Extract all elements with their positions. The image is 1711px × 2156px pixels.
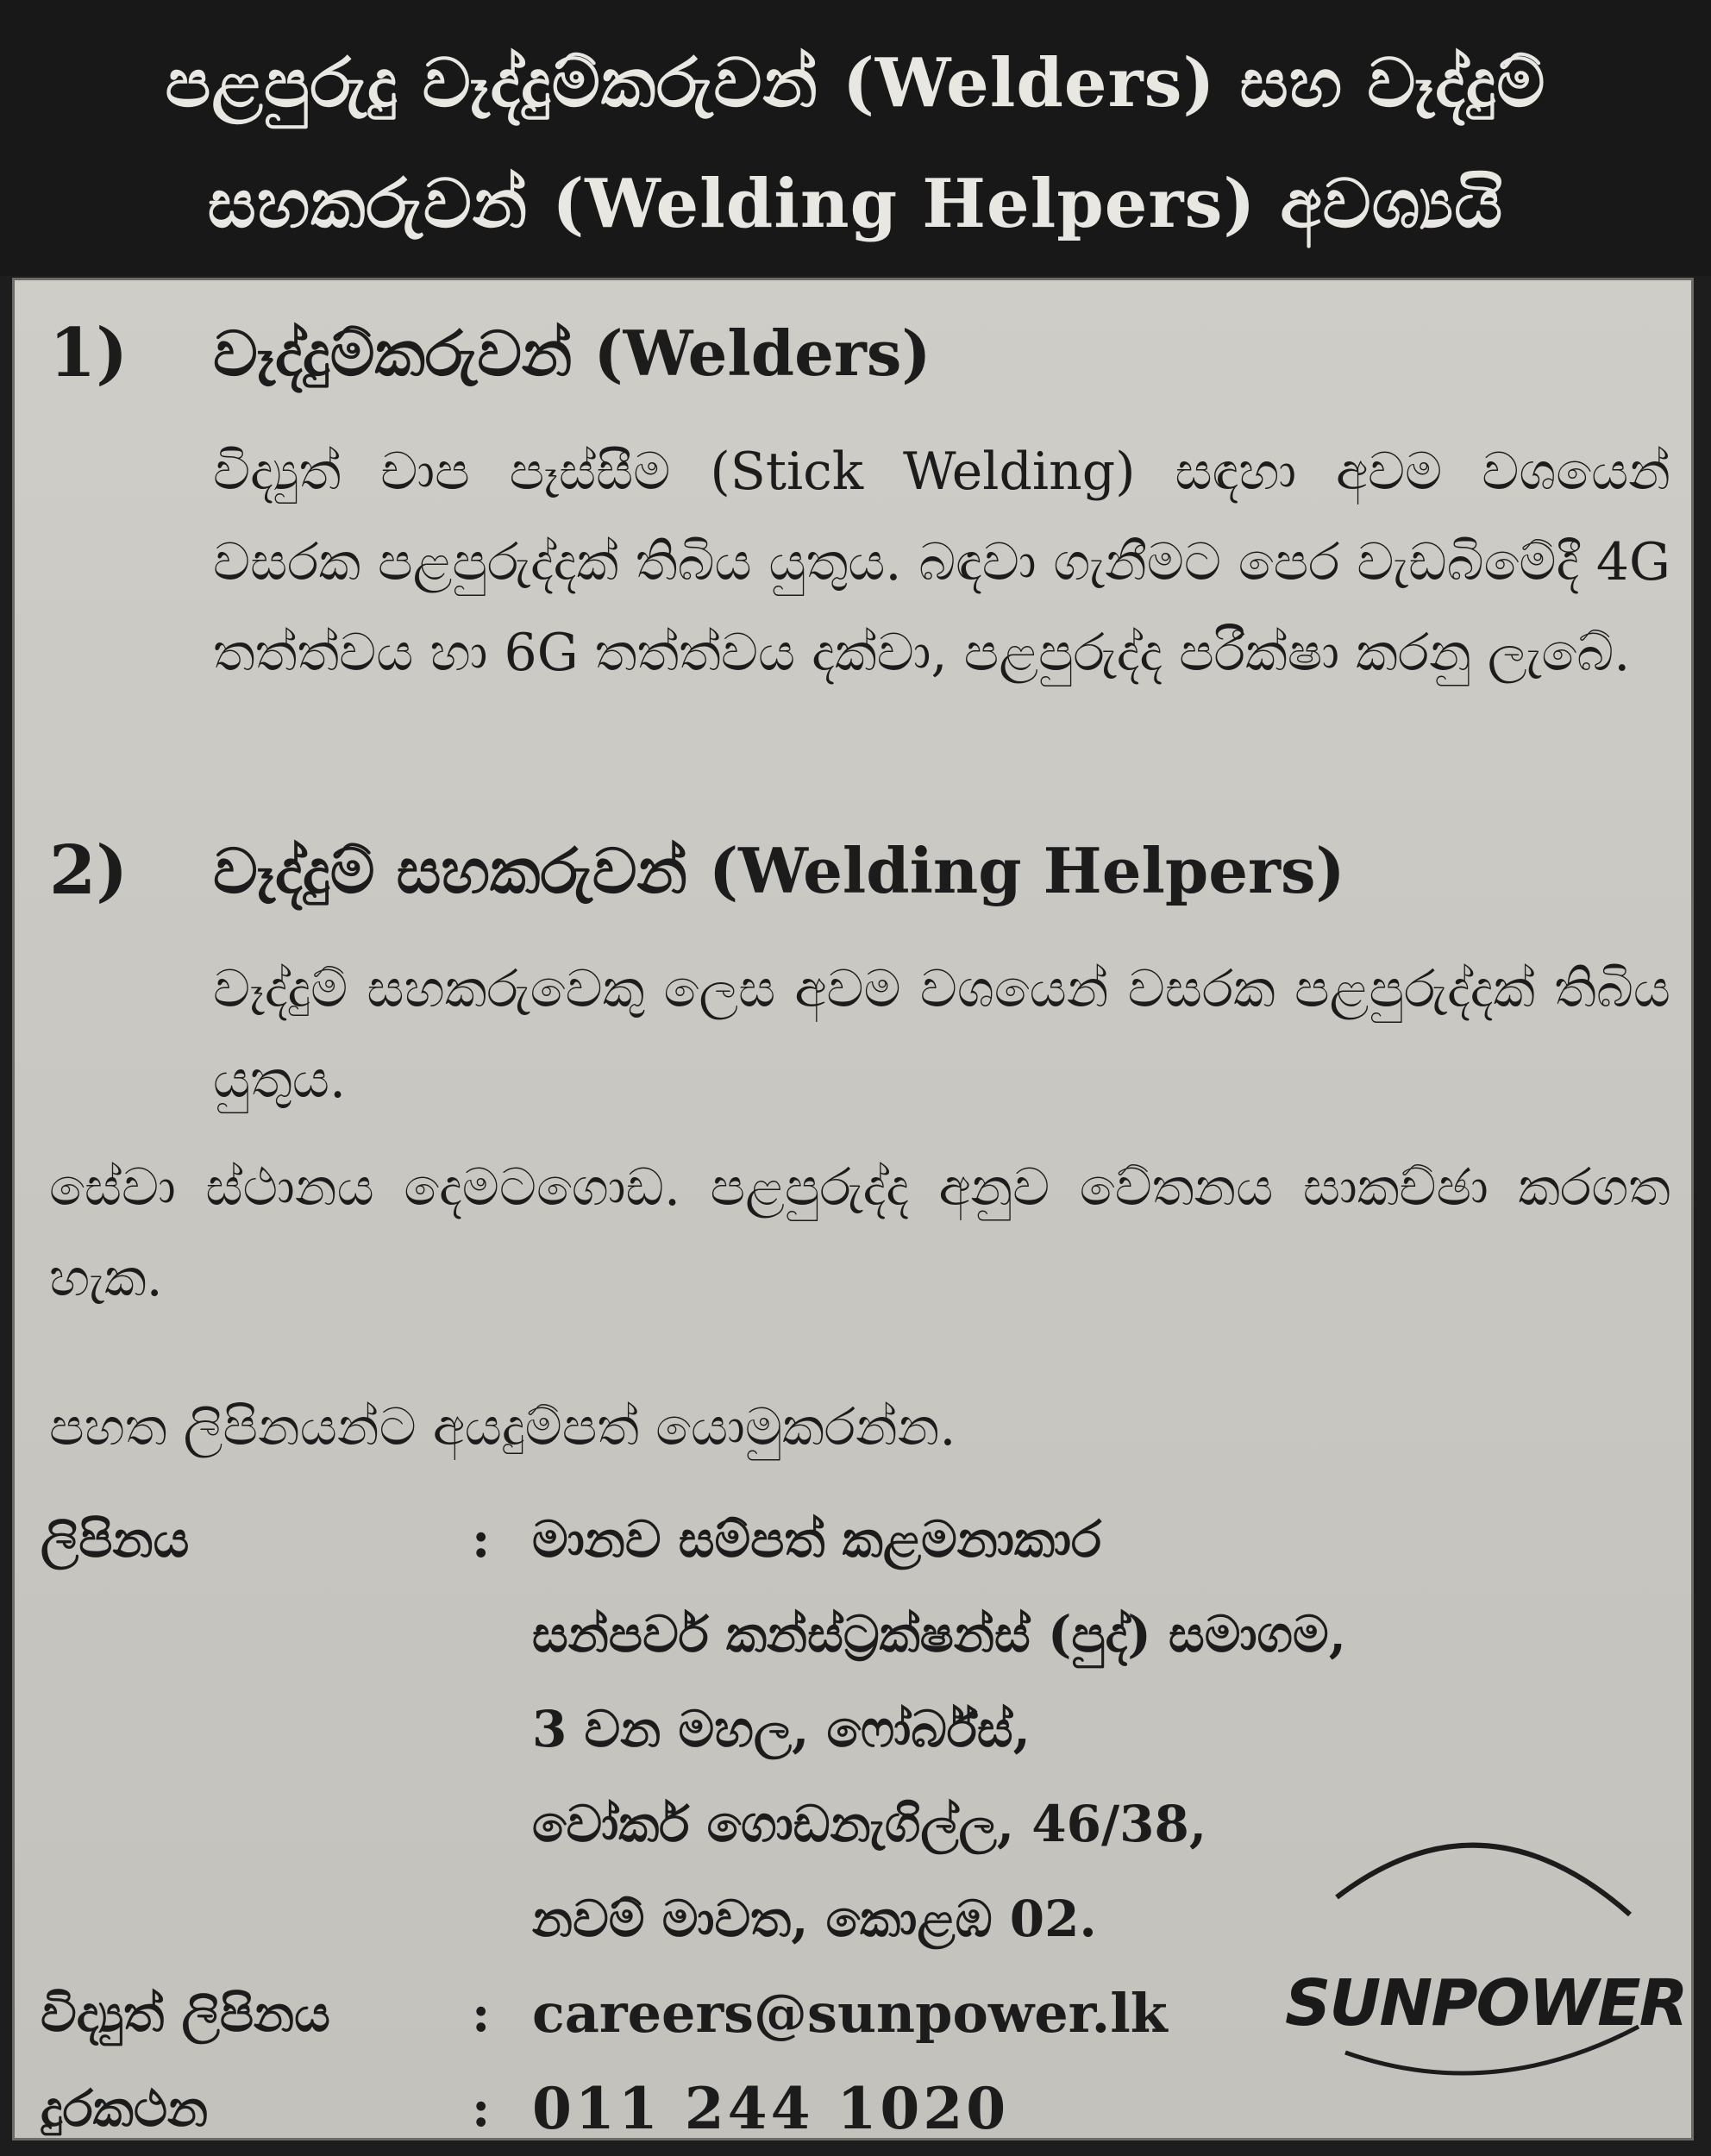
position-2-description: වෑද්දුම් සහකරුවෙකු ලෙස අවම වශයෙන් වසරක පළපුරුද්දක් තිබිය යුතුය. — [213, 959, 1670, 1110]
header-title-line-2: සහකරුවන් (Welding Helpers) අවශ්‍යයි — [207, 165, 1504, 243]
position-1-description: විද්‍යුත් චාප පෑස්සීම (Stick Welding) සඳහා අවම වශයෙන් වසරක පළපුරුද්දක් තිබිය යුතුය. බඳවා ගැනීමට පෙර වැඩබිමේදී 4G තත්ත්වය හා 6G තත්ත්වය දක්වා, පළපුරුද්ද පරීක්ෂා කරනු ලැබේ. — [213, 442, 1670, 683]
header-banner — [0, 0, 1711, 276]
location-salary-note: සේවා ස්ථානය දෙමටගොඩ. පළපුරුද්ද අනුව වේතනය සාකච්ඡා කරගත හැක. — [49, 1157, 1670, 1308]
address-line-5: නවම් මාවත, කොළඹ 02. — [532, 1890, 1097, 1948]
address-colon: : — [472, 1510, 491, 1569]
position-1-number: 1) — [49, 314, 128, 392]
sunpower-logo — [1285, 1794, 1687, 2078]
header-title-line-1: පළපුරුදු වෑද්දුම්කරුවන් (Welders) සහ වෑද්දුම් — [165, 44, 1546, 122]
address-line-4: වෝකර් ගොඩනැගිල්ල, 46/38, — [532, 1795, 1207, 1853]
email-colon: : — [472, 1984, 491, 2043]
address-label: ලිපිනය — [41, 1510, 190, 1569]
position-1-title: වෑද්දුම්කරුවන් (Welders) — [213, 317, 931, 390]
address-line-2: සන්පවර් කන්ස්ට්‍රක්ෂන්ස් (පුද්) සමාගම, — [532, 1605, 1346, 1664]
apply-instruction: පහත ලිපිනයන්ට අයදුම්පත් යොමුකරන්න. — [49, 1397, 956, 1457]
email-label: විද්‍යුත් ලිපිනය — [41, 1984, 330, 2043]
email-address[interactable]: careers@sunpower.lk — [532, 1982, 1168, 2045]
phone-label: දුරකථන — [41, 2079, 209, 2138]
phone-colon: : — [472, 2079, 491, 2138]
position-2-title: වෑද්දුම් සහකරුවන් (Welding Helpers) — [213, 834, 1345, 907]
address-line-3: 3 වන මහල, ෆෝර්බ්ස්, — [532, 1700, 1031, 1758]
address-line-1: මානව සම්පත් කළමනාකාර — [532, 1510, 1102, 1569]
sunpower-logo-text: SUNPOWER — [1285, 1966, 1687, 2040]
position-2-number: 2) — [49, 831, 128, 910]
phone-number[interactable]: 011 244 1020 — [532, 2075, 1010, 2142]
